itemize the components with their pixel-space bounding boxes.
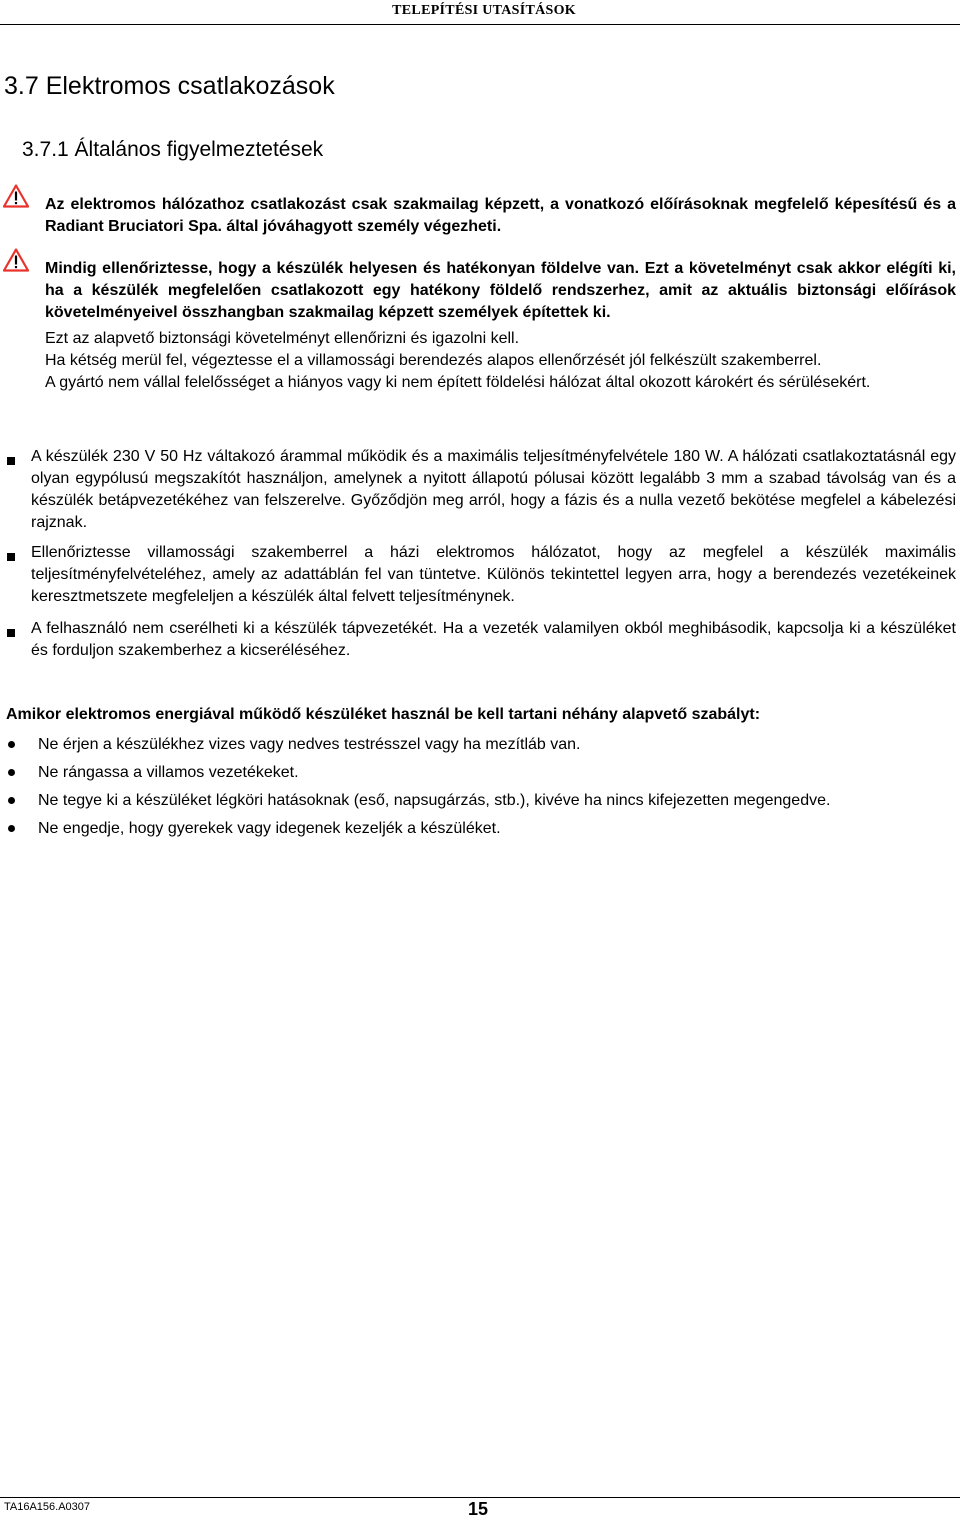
square-bullet (7, 629, 15, 637)
page-number: 15 (468, 1499, 489, 1519)
warning-2-text: Mindig ellenőriztesse, hogy a készülék helyesen és hatékonyan földelve van. Ezt a követelményt csak akkor elégíti ki, ha a készülék megfelelően csatlakozott egy hatékony földelő rendszerhez, amit az aktuális biztonsági előírások követelményeivel összhangban szakmailag képzett személyek építettek ki. (45, 260, 956, 321)
square-bullet (7, 553, 15, 561)
rule-item-text: Ne érjen a készülékhez vizes vagy nedves testrésszel vagy ha mezítláb van. (38, 736, 581, 753)
warning-triangle-icon (3, 184, 29, 208)
warning-block-1 (0, 184, 960, 234)
rule-item-text: Ne engedje, hogy gyerekek vagy idegenek kezeljék a készüléket. (38, 820, 501, 837)
round-bullet (8, 825, 15, 832)
rule-item (0, 818, 960, 840)
warning-2-paragraph: A gyártó nem vállal felelősséget a hiányos vagy ki nem épített földelési hálózat által okozott károkért és sérülésekért. (45, 374, 871, 391)
round-bullet (8, 797, 15, 804)
warning-2-paragraph: Ha kétség merül fel, végeztesse el a villamossági berendezés alapos ellenőrzését jól felkészült szakemberrel. (45, 352, 822, 369)
page-header (0, 0, 960, 25)
rule-item-text: Ne tegye ki a készüléket légköri hatásoknak (eső, napsugárzás, stb.), kivéve ha nincs kifejezetten megengedve. (38, 792, 831, 809)
rule-item (0, 734, 960, 756)
header-title: TELEPÍTÉSI UTASÍTÁSOK (392, 3, 576, 18)
round-bullet (8, 741, 15, 748)
warning-2-paragraph: Ezt az alapvető biztonsági követelményt ellenőrizni és igazolni kell. (45, 330, 520, 347)
square-bullet (7, 457, 15, 465)
subsection-title: 3.7.1 Általános figyelmeztetések (22, 138, 324, 161)
warning-1-text: Az elektromos hálózathoz csatlakozást csak szakmailag képzett, a vonatkozó előírásoknak megfelelő képesítésű és a Radiant Bruciatori Spa. által jóváhagyott személy végezheti. (45, 196, 956, 235)
footer-divider (0, 1497, 960, 1498)
section-title: 3.7 Elektromos csatlakozások (4, 72, 335, 100)
list-item-text: A felhasználó nem cserélheti ki a készülék tápvezetékét. Ha a vezeték valamilyen okból meghibásodik, kapcsolja ki a készüléket és forduljon szakemberhez a kicseréléséhez. (31, 620, 956, 659)
warning-block-2 (0, 248, 960, 438)
rule-item-text: Ne rángassa a villamos vezetékeket. (38, 764, 299, 781)
rule-item (0, 790, 960, 812)
list-item-text: A készülék 230 V 50 Hz váltakozó árammal működik és a maximális teljesítményfelvétele 180 W. A hálózati csatlakoztatásnál egy olyan egypólusú megszakítót használjon, amelynek a nyitott állapotú pólusai között legalább 3 mm a szabad távolság van és a készülék betápvezetékéhez van felszerelve. Győződjön meg arról, hogy a fázis és a nulla vezető bekötése megfelel a kábelezési rajznak. (31, 448, 956, 531)
rules-title: Amikor elektromos energiával működő készüléket használ be kell tartani néhány alapvető szabályt: (6, 706, 761, 723)
rule-item (0, 762, 960, 784)
document-code: TA16A156.A0307 (4, 1501, 91, 1513)
list-item-text: Ellenőriztesse villamossági szakemberrel a házi elektromos hálózatot, hogy az megfelel a készülék maximális teljesítményfelvételéhez, amely az adattáblán fel van tüntetve. Különös tekintettel legyen arra, hogy a berendezés vezetékeinek keresztmetszete megfeleljen a készülék által felvett teljesítménynek. (31, 544, 956, 605)
round-bullet (8, 769, 15, 776)
warning-triangle-icon (3, 248, 29, 272)
